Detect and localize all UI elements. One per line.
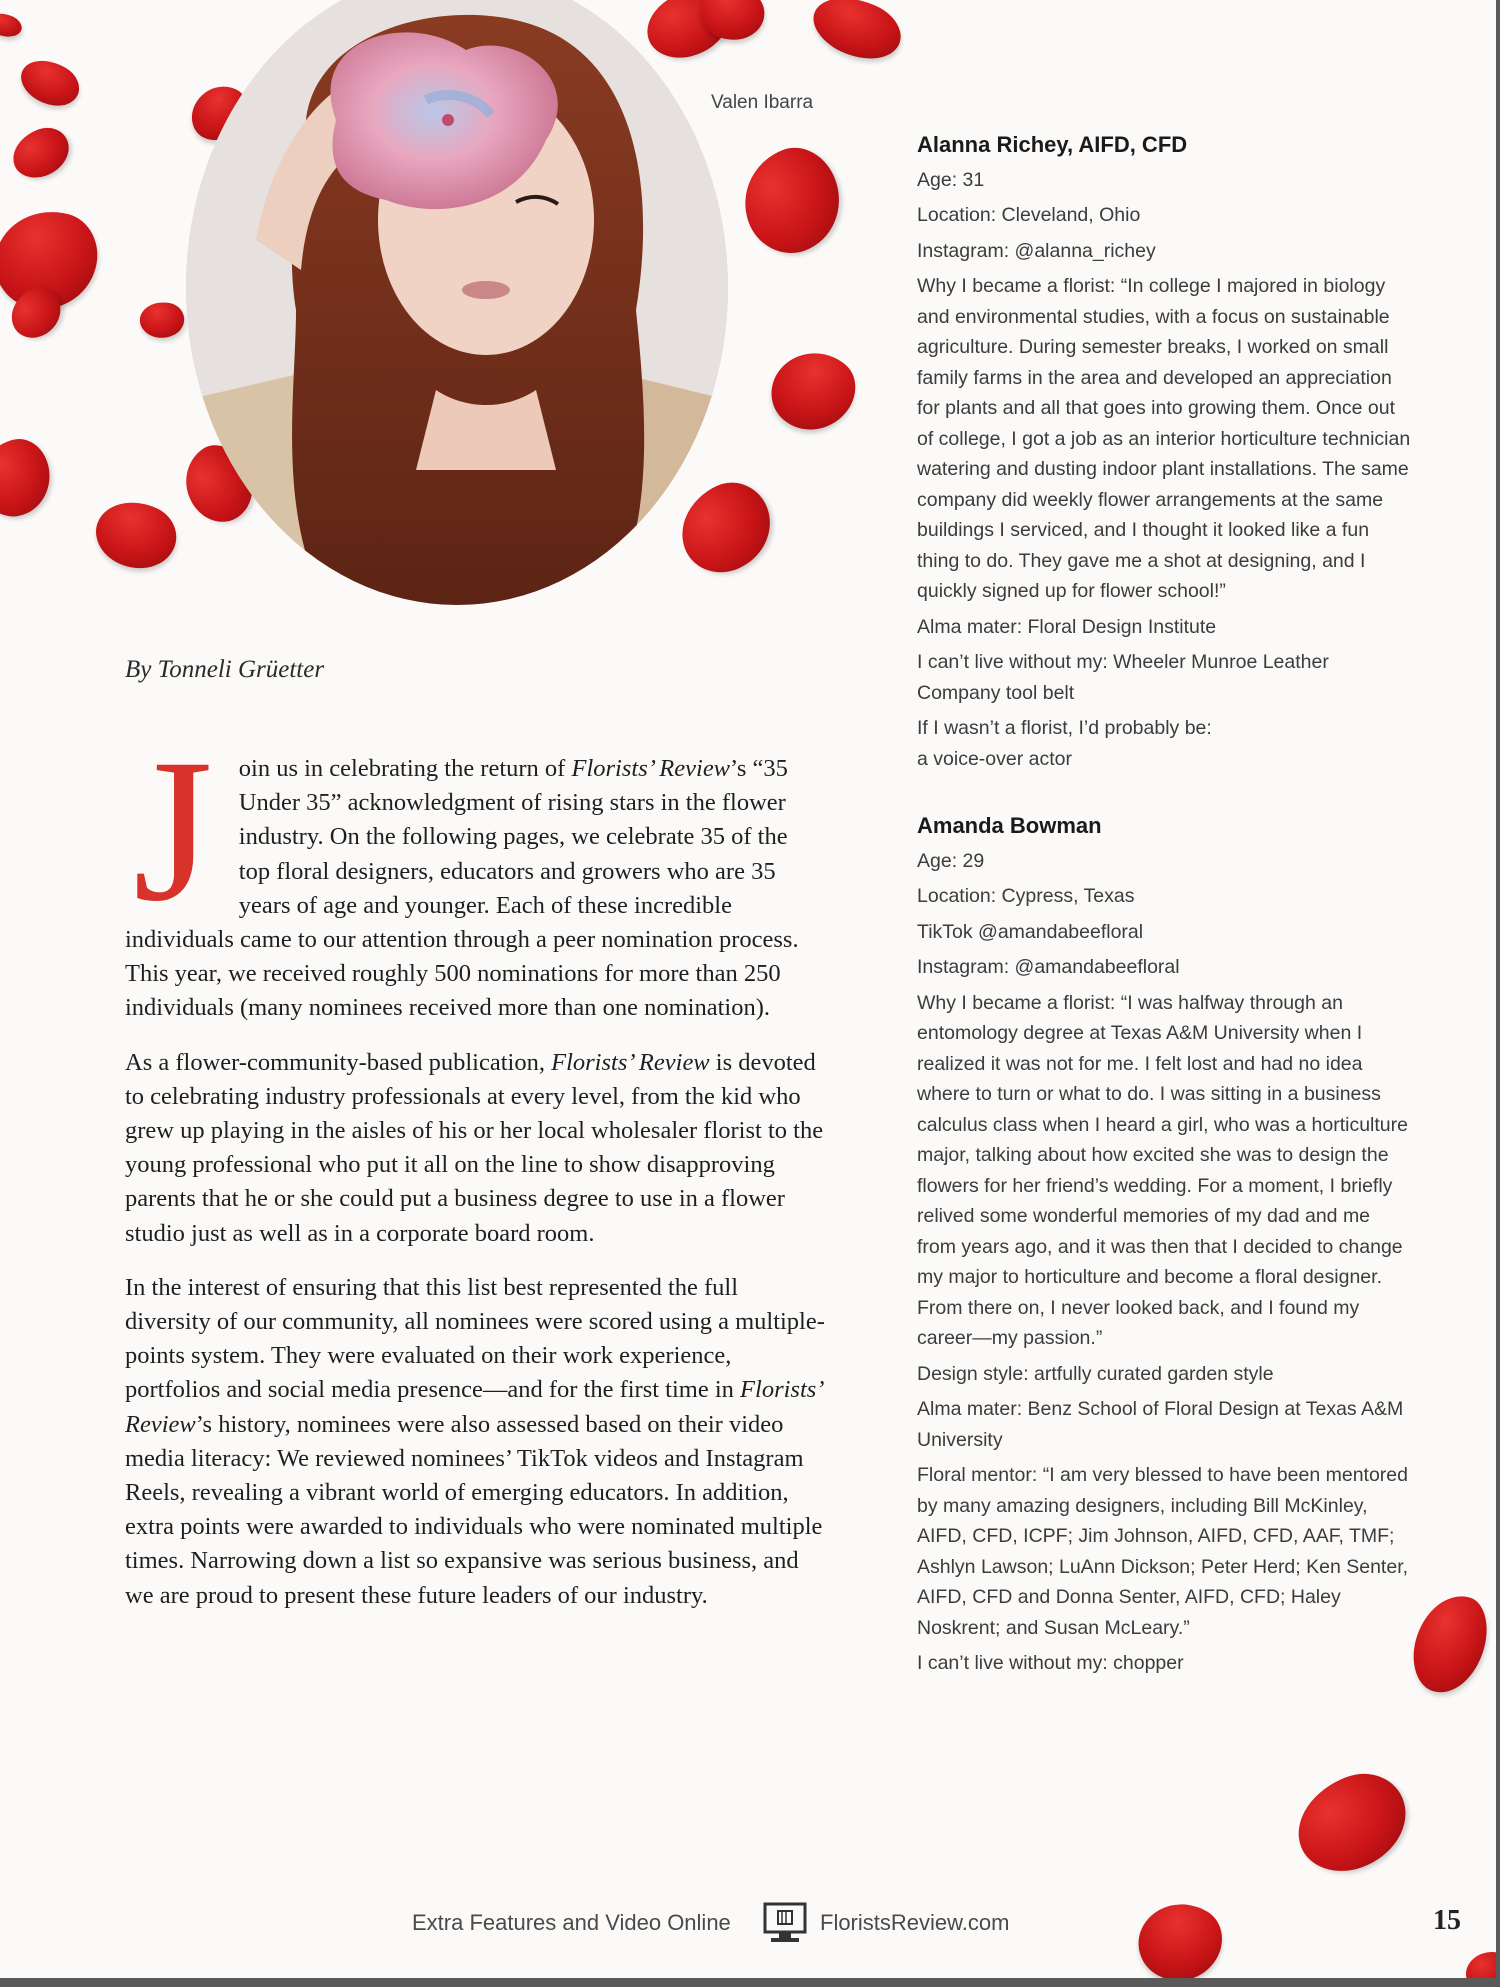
article-paragraph <box>125 1271 825 1613</box>
rose-petal <box>14 50 87 116</box>
profiles-column <box>917 130 1414 1684</box>
paragraph-text: ’s history, nominees were also assessed based on their video media literacy: We reviewed nominees’ TikTok videos and Instagram Reels, revealing a vibrant world of emerging educators. In addition, extra points were awarded to individuals who were nominated multiple times. Narrowing down a list so expansive was serious business, and we are proud to present these future leaders of our industry. <box>125 1410 823 1609</box>
profile-if-not-florist-answer: a voice-over actor <box>917 747 1072 770</box>
profile-location: Location: Cypress, Texas <box>917 885 1135 907</box>
profile-spacer <box>917 779 1414 811</box>
profile-name: Amanda Bowman <box>917 813 1102 838</box>
rose-petal <box>1404 1587 1496 1701</box>
publication-name: Florists’ Review <box>551 1048 710 1076</box>
rose-petal <box>0 434 56 521</box>
footer-website-link[interactable]: FloristsReview.com <box>820 1910 1010 1935</box>
paragraph-text: oin us in celebrating the return of <box>238 755 572 782</box>
profile-amanda-bowman <box>917 811 1414 1679</box>
rose-petal <box>667 470 786 585</box>
paragraph-text: As a flower-community-based publication, <box>125 1048 552 1076</box>
profile-alma-mater: Alma mater: Floral Design Institute <box>917 615 1217 638</box>
drop-cap: J <box>133 717 213 944</box>
page-number: 15 <box>1433 1905 1461 1936</box>
monitor-icon <box>762 1900 808 1946</box>
profile-floral-mentor: Floral mentor: “I am very blessed to have been mentored by many amazing designers, including Bill McKinley, AIFD, CFD, ICPF; Jim Johnson, AIFD, CFD, AAF, TMF; Ashlyn Lawson; LuAnn Dickson; Peter Herd; Ken Senter, AIFD, CFD and Donna Senter, AIFD, CFD; Haley Noskrent; and Susan McLeary.” <box>917 1464 1409 1639</box>
article-paragraph <box>125 717 825 1026</box>
profile-instagram: Instagram: @amandabeefloral <box>917 956 1180 978</box>
profile-instagram: Instagram: @alanna_richey <box>917 239 1156 262</box>
profile-cant-live-without: I can’t live without my: chopper <box>917 1652 1184 1674</box>
paragraph-text: In the interest of ensuring that this list best represented the full diversity of our community, all nominees were scored using a multiple-points system. They were evaluated on their work experience, portfolios and social media presence—and for the first time in <box>125 1273 825 1404</box>
profile-name: Alanna Richey, AIFD, CFD <box>917 132 1188 157</box>
profile-age: Age: 31 <box>917 168 985 191</box>
profile-alanna-richey <box>917 130 1414 774</box>
profile-why-florist: Why I became a florist: “In college I majored in biology and environmental studies, with a focus on sustainable agriculture. During semester breaks, I worked on small family farms in the area and developed an appreciation for plants and all that goes into growing them. Once out of college, I got a job as an interior horticulture technician watering and dusting indoor plant installations. The same company did weekly flower arrangements at the same buildings I serviced, and I thought it looked like a fun thing to do. They gave me a shot at designing, and I quickly signed up for flower school!” <box>917 275 1411 602</box>
photo-credit: Valen Ibarra <box>711 92 814 113</box>
profile-alma-mater: Alma mater: Benz School of Floral Design at Texas A&M University <box>917 1398 1404 1451</box>
profile-tiktok: TikTok @amandabeefloral <box>917 920 1144 943</box>
article-body <box>125 717 825 1633</box>
profile-if-not-florist-question: If I wasn’t a florist, I’d probably be: <box>917 717 1212 739</box>
rose-petal <box>1284 1762 1420 1885</box>
footer-extra-features: Extra Features and Video Online <box>412 1910 731 1935</box>
rose-petal <box>729 137 854 266</box>
rose-petal <box>0 9 25 42</box>
rose-petal <box>137 298 187 341</box>
publication-name: Florists’ Review <box>125 1376 822 1438</box>
page-footer <box>0 1900 1496 1950</box>
profile-location: Location: Cleveland, Ohio <box>917 204 1141 226</box>
rose-petal <box>86 488 186 582</box>
profile-cant-live-without: I can’t live without my: Wheeler Munroe Leather Company tool belt <box>917 651 1329 704</box>
publication-name: Florists’ Review <box>571 755 731 782</box>
profile-design-style: Design style: artfully curated garden style <box>917 1362 1274 1385</box>
rose-petal <box>1466 1952 1496 1978</box>
rose-petal <box>757 335 869 448</box>
profile-why-florist: Why I became a florist: “I was halfway through an entomology degree at Texas A&M University when I realized it was not for me. I felt lost and had no idea where to turn or what to do. I was sitting in a business calculus class when I heard a girl, who was a horticulture major, talking about how excited she was to design the flowers for her friend’s wedding. For a moment, I briefly relived some wonderful memories of my dad and me from years ago, and it was then that I decided to change my major to horticulture and become a floral designer. From there on, I never looked back, and I found my career—my passion.” <box>917 991 1408 1349</box>
paragraph-text: ’s “35 Under 35” acknowledgment of rising stars in the flower industry. On the following pages, we celebrate 35 of the top floral designers, educators and growers who are 35 years of age and younger. Each of these incredible individuals came to our attention through a peer nomination process. This year, we received roughly 500 nominations for more than 250 individuals (many nominees received more than one nomination). <box>125 755 799 1022</box>
article-paragraph <box>125 1046 825 1251</box>
profile-if-not-florist <box>917 713 1414 774</box>
rose-petal <box>804 0 909 72</box>
profile-age: Age: 29 <box>917 849 985 872</box>
paragraph-text: is devoted to celebrating industry professionals at every level, from the kid who grew up playing in the aisles of his or her local wholesaler florist to the young professional who put it all on the line to show disapproving parents that he or she could put a business degree to use in a flower studio just as well as in a corporate board room. <box>125 1048 824 1247</box>
rose-petal <box>6 121 76 184</box>
byline: By Tonneli Grüetter <box>125 656 325 683</box>
portrait-photo <box>186 0 728 605</box>
